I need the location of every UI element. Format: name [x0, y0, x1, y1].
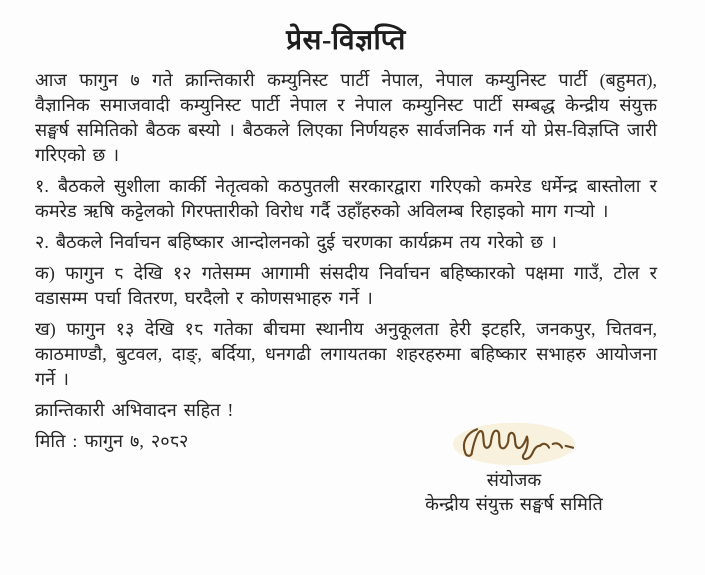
- signature-block: [408, 420, 620, 516]
- decision-item-2: २. बैठकले निर्वाचन बहिष्कार आन्दोलनको दुई चरणका कार्यक्रम तय गरेको छ ।: [35, 232, 557, 252]
- page-title: प्रेस-विज्ञप्ति: [286, 25, 406, 56]
- signature-role: संयोजक: [486, 470, 542, 490]
- closing-line: क्रान्तिकारी अभिवादन सहित !: [35, 400, 234, 420]
- intro-paragraph: आज फागुन ७ गते क्रान्तिकारी कम्युनिस्ट पार्टी नेपाल, नेपाल कम्युनिस्ट पार्टी (बहुमत), वैज्ञानिक समाजवादी कम्युनिस्ट पार्टी नेपाल र नेपाल कम्युनिस्ट पार्टी सम्बद्ध केन्द्रीय संयुक्त सङ्घर्ष समितिको बैठक बस्यो । बैठकले लिएका निर्णयहरु सार्वजनिक गर्न यो प्रेस-विज्ञप्ति जारी गरिएको छ ।: [35, 70, 657, 165]
- date-line: मिति : फागुन ७, २०८२: [35, 431, 189, 451]
- signature-scribble-image: [444, 420, 584, 468]
- signature-organization: केन्द्रीय संयुक्त सङ्घर्ष समिति: [425, 494, 603, 514]
- program-item-kha: ख) फागुन १३ देखि १८ गतेका बीचमा स्थानीय अनुकूलता हेरी इटहरि, जनकपुर, चितवन, काठमाण्डौ, बुटवल, दाङ्, बर्दिया, धनगढी लगायतका शहरहरुमा बहिष्कार सभाहरु आयोजना गर्ने ।: [35, 319, 657, 389]
- program-item-ka: क) फागुन ८ देखि १२ गतेसम्म आगामी संसदीय निर्वाचन बहिष्कारको पक्षमा गाउँ, टोल र वडासम्म पर्चा वितरण, घरदैलो र कोणसभाहरु गर्ने ।: [35, 263, 657, 308]
- decision-item-1: १. बैठकले सुशीला कार्की नेतृत्वको कठपुतली सरकारद्वारा गरिएको कमरेड धर्मेन्द्र बास्तोला र कमरेड ऋषि कट्टेलको गिरफ्तारीको विरोध गर्दै उहाँहरुको अविलम्ब रिहाइको माग गऱ्यो ।: [35, 176, 657, 221]
